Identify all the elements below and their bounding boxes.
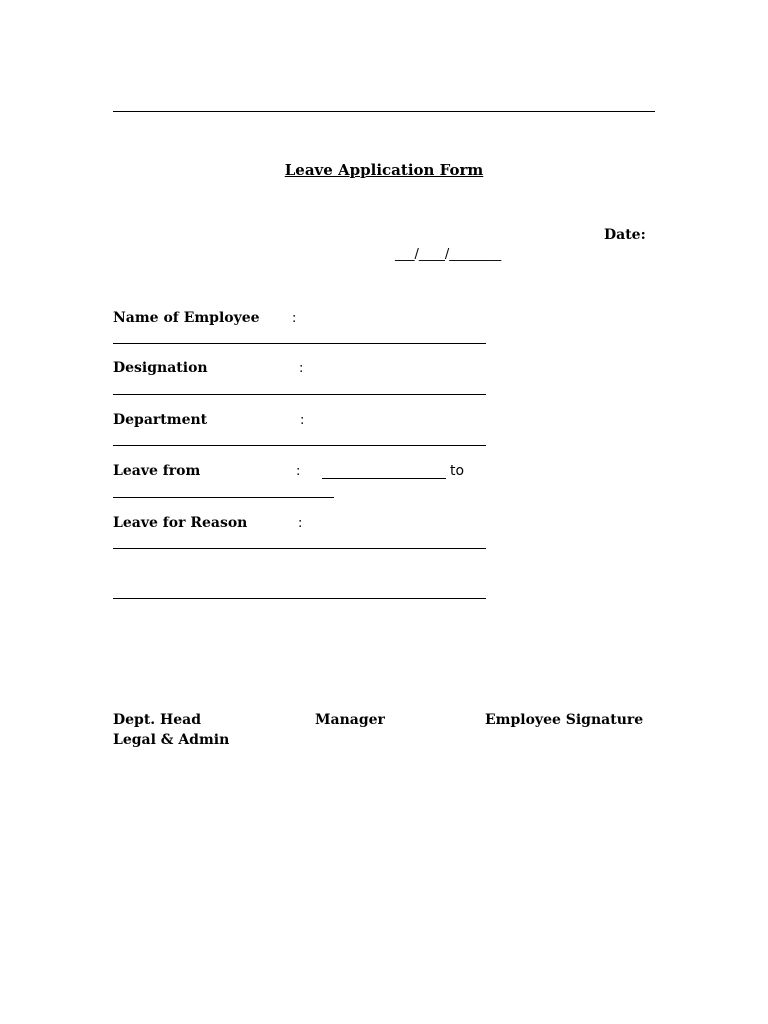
leave-reason-blank-line-1[interactable] [113,548,486,549]
date-label: Date: [604,227,646,243]
field-label-leave-from: Leave from [113,463,201,479]
field-colon: : [292,311,297,326]
signature-legal-admin: Legal & Admin [113,732,230,748]
field-label-name-of-employee: Name of Employee [113,310,260,326]
header-rule [113,111,655,112]
signature-manager: Manager [315,712,385,728]
page-title: Leave Application Form [284,161,484,179]
field-label-department: Department [113,412,208,428]
field-colon: : [298,516,303,531]
leave-range-connector: to [450,463,465,479]
leave-from-start-blank[interactable] [322,478,446,479]
field-label-leave-for-reason: Leave for Reason [113,515,248,531]
designation-blank[interactable] [113,394,486,395]
field-colon: : [296,464,301,479]
field-colon: : [299,361,304,376]
field-label-designation: Designation [113,360,208,376]
date-field-blank[interactable]: ___/____/________ [395,247,502,262]
signature-dept-head: Dept. Head [113,712,202,728]
leave-from-end-blank[interactable] [113,497,334,498]
leave-reason-blank-line-2[interactable] [113,598,486,599]
signature-employee: Employee Signature [485,712,644,728]
name-of-employee-blank[interactable] [113,343,486,344]
department-blank[interactable] [113,445,486,446]
field-colon: : [300,413,305,428]
